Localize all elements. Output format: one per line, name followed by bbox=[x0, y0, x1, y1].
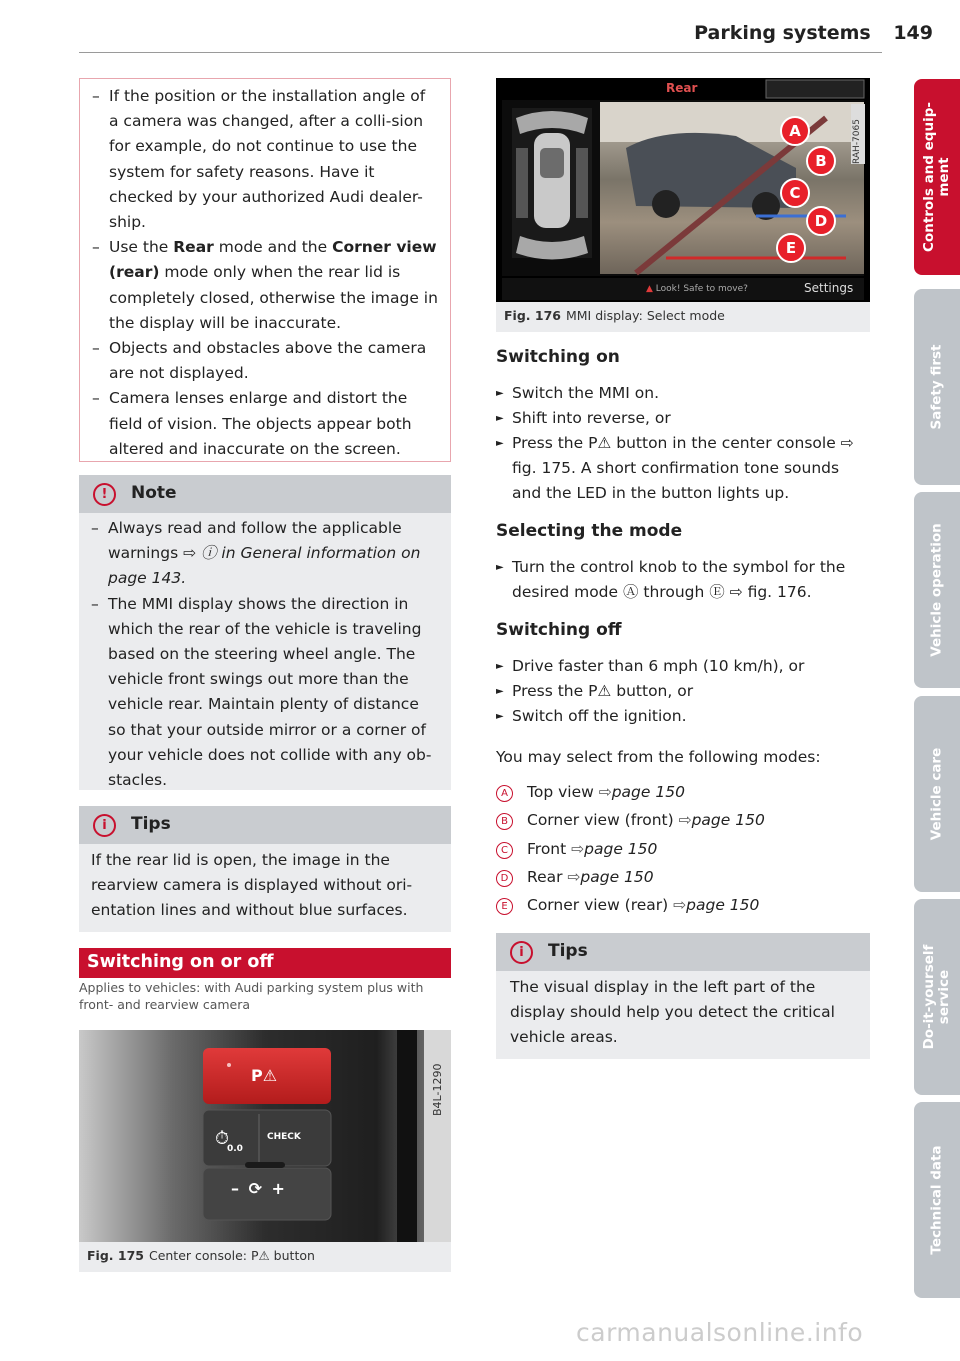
list-item: ► Press the P⚠ button, or bbox=[496, 679, 870, 704]
figure-176-caption bbox=[496, 302, 870, 332]
page-reference-link[interactable]: page 150 bbox=[691, 811, 765, 829]
note-box bbox=[79, 475, 451, 790]
watermark: carmanualsonline.info bbox=[576, 1318, 864, 1347]
list-item: – Use the Rear mode and the Corner view (rear) mode only when the rear lid is completely closed, otherwise the image in the display will be inaccurate. bbox=[86, 235, 438, 336]
screen-title: Rear bbox=[666, 81, 698, 95]
side-tab-diy-service[interactable] bbox=[914, 899, 960, 1095]
tips-header bbox=[79, 806, 451, 844]
side-tab-vehicle-operation[interactable] bbox=[914, 492, 960, 688]
speedometer-icon: ⏱ bbox=[215, 1128, 230, 1149]
header-title: Parking systems bbox=[694, 22, 871, 44]
warning-list bbox=[80, 79, 450, 462]
selecting-mode-steps bbox=[496, 555, 870, 605]
screen-warning: ▲ Look! Safe to move? bbox=[646, 284, 748, 294]
figure-label: Fig. 175 bbox=[87, 1248, 144, 1263]
figure-code: RAH-7065 bbox=[851, 104, 865, 164]
tips-title: Tips bbox=[548, 941, 588, 961]
warning-box bbox=[79, 78, 451, 462]
list-item: ► Drive faster than 6 mph (10 km/h), or bbox=[496, 654, 870, 679]
figure-176-image bbox=[496, 78, 870, 302]
parking-aid-button-label: P⚠ bbox=[251, 1066, 278, 1085]
side-tab-label: Do-it-yourself service bbox=[921, 944, 952, 1050]
note-body bbox=[79, 513, 451, 790]
switching-on-steps bbox=[496, 381, 870, 506]
tips-body: If the rear lid is open, the image in the rearview camera is displayed without ori-entation lines and without blue surfaces. bbox=[79, 844, 451, 932]
figure-175-image bbox=[79, 1030, 451, 1242]
side-tab-label: Safety first bbox=[928, 344, 945, 430]
mode-letter: E bbox=[496, 898, 513, 915]
page-reference-link[interactable]: page 150 bbox=[580, 868, 654, 886]
list-item: – Camera lenses enlarge and distort the field of vision. The objects appear both altered and inaccurate on the screen. bbox=[86, 386, 438, 462]
side-tab-label: Technical data bbox=[928, 1145, 945, 1255]
figure-caption-text: MMI display: Select mode bbox=[565, 308, 725, 323]
page-reference-link[interactable]: page 150 bbox=[584, 840, 658, 858]
list-item: ► Turn the control knob to the symbol for the desired mode Ⓐ through Ⓔ ⇨ fig. 176. bbox=[496, 555, 870, 605]
header-divider bbox=[79, 52, 882, 53]
mode-letter: C bbox=[496, 842, 513, 859]
figure-175-caption bbox=[79, 1242, 451, 1272]
tips-header bbox=[496, 933, 870, 971]
side-tab-controls[interactable] bbox=[914, 79, 960, 275]
settings-label[interactable]: Settings bbox=[804, 281, 854, 295]
mode-letter: D bbox=[496, 870, 513, 887]
list-item: B Corner view (front) ⇨page 150 bbox=[496, 811, 765, 830]
list-item: E Corner view (rear) ⇨page 150 bbox=[496, 896, 759, 915]
mode-marker-a[interactable]: A bbox=[780, 116, 810, 146]
tips-box-right bbox=[496, 933, 870, 1059]
list-item: – Objects and obstacles above the camera are not displayed. bbox=[86, 336, 438, 386]
mode-letter: B bbox=[496, 813, 513, 830]
modes-intro: You may select from the following modes: bbox=[496, 748, 821, 766]
list-item: ► Switch off the ignition. bbox=[496, 704, 870, 729]
list-item: ► Press the P⚠ button in the center console ⇨ fig. 175. A short confirmation tone sounds and the LED in the button lights up. bbox=[496, 431, 870, 506]
info-icon: i bbox=[510, 941, 533, 964]
list-item: D Rear ⇨page 150 bbox=[496, 868, 654, 887]
adjust-label: – ⟳ + bbox=[231, 1179, 287, 1198]
side-tab-label: Vehicle care bbox=[928, 747, 945, 841]
list-item: ► Switch the MMI on. bbox=[496, 381, 870, 406]
page-header bbox=[694, 22, 933, 44]
selecting-mode-heading: Selecting the mode bbox=[496, 521, 683, 541]
note-header bbox=[79, 475, 451, 513]
page-reference-link[interactable]: page 150 bbox=[611, 783, 685, 801]
side-tab-label: Vehicle operation bbox=[928, 523, 945, 657]
figure-code: B4L-1290 bbox=[431, 1063, 444, 1116]
mode-marker-e[interactable]: E bbox=[776, 233, 806, 263]
tips-box-left bbox=[79, 806, 451, 932]
side-tab-safety[interactable] bbox=[914, 289, 960, 485]
list-item: – The MMI display shows the direction in which the rear of the vehicle is traveling based on the steering wheel angle. The vehicle front swings out more than the vehicle rear. Maintain plenty of distance so that your outside mirror or a corner of your vehicle does not collide with any ob-stacles. bbox=[85, 592, 441, 794]
section-heading bbox=[79, 948, 451, 978]
mode-marker-c[interactable]: C bbox=[780, 178, 810, 208]
cross-reference-link[interactable]: ⇨ ⓘ in General information on page 143. bbox=[108, 544, 421, 588]
check-label: CHECK bbox=[267, 1132, 301, 1142]
side-tab-label: Controls and equip- ment bbox=[921, 102, 952, 252]
list-item: ► Shift into reverse, or bbox=[496, 406, 870, 431]
tips-body: The visual display in the left part of the display should help you detect the critical vehicle areas. bbox=[496, 971, 870, 1059]
page-reference-link[interactable]: page 150 bbox=[686, 896, 760, 914]
info-icon: i bbox=[93, 814, 116, 837]
side-tab-vehicle-care[interactable] bbox=[914, 696, 960, 892]
figure-label: Fig. 176 bbox=[504, 308, 561, 323]
applies-note: Applies to vehicles: with Audi parking system plus with front- and rearview camera bbox=[79, 980, 424, 1012]
list-item: – Always read and follow the applicable warnings ⇨ ⓘ in General information on page 143. bbox=[85, 516, 441, 592]
figure-caption-text: Center console: P⚠ button bbox=[148, 1248, 315, 1263]
mmi-display-illustration bbox=[496, 78, 870, 302]
page-number: 149 bbox=[893, 22, 933, 44]
list-item: C Front ⇨page 150 bbox=[496, 840, 657, 859]
mode-marker-b[interactable]: B bbox=[806, 146, 836, 176]
note-title: Note bbox=[131, 483, 177, 503]
side-tab-technical-data[interactable] bbox=[914, 1102, 960, 1298]
speed-value: 0.0 bbox=[227, 1144, 243, 1154]
exclamation-icon: ! bbox=[93, 483, 116, 506]
switching-on-heading: Switching on bbox=[496, 347, 620, 367]
center-console-illustration bbox=[79, 1030, 451, 1242]
list-item: – If the position or the installation angle of a camera was changed, after a colli-sion for example, do not continue to use the system for safety reasons. Have it checked by your authorized Audi dealer-ship. bbox=[86, 84, 438, 235]
section-title: Switching on or off bbox=[87, 952, 274, 972]
mode-letter: A bbox=[496, 785, 513, 802]
list-item: A Top view ⇨page 150 bbox=[496, 783, 685, 802]
mode-marker-d[interactable]: D bbox=[806, 206, 836, 236]
tips-title: Tips bbox=[131, 814, 171, 834]
switching-off-heading: Switching off bbox=[496, 620, 622, 640]
switching-off-steps bbox=[496, 654, 870, 729]
